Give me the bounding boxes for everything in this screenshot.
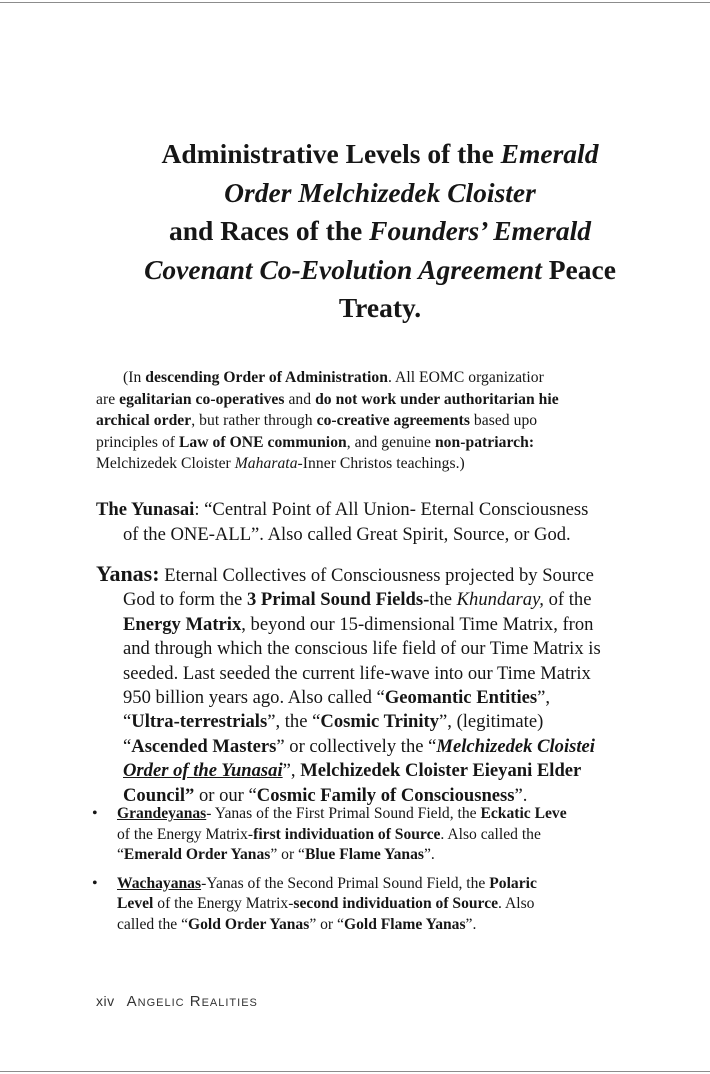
list-item: • Grandeyanas- Yanas of the First Primal Sound Field, the Eckatic Leve of the Energy Matrix-first individuation of Source. Also called the “Emerald Order Yanas” or “Blue Flame Yanas”.: [92, 805, 567, 863]
running-title: Angelic Realities: [126, 993, 258, 1010]
bullet-icon: •: [92, 805, 98, 822]
yanas-entry: Yanas: Eternal Collectives of Consciousness projected by Source God to form the 3 Primal Sound Fields-the Khundaray, of the Energy Matrix, beyond our 15-dimensional Time Matrix, fron and through which the conscious life field of our Time Matrix is seeded. Last seeded the current life-wave into our Time Matrix 950 billion years ago. Also called “Geomantic Entities”, “Ultra-terrestrials”, the “Cosmic Trinity”, (legitimate) “Ascended Masters” or collectively the “Melchizedek Cloistei Order of the Yunasai”, Melchizedek Cloister Eieyani Elder Council” or our “Cosmic Family of Consciousness”.: [96, 561, 601, 806]
yunasai-entry: The Yunasai: “Central Point of All Union- Eternal Consciousness of the ONE-ALL”. Also called Great Spirit, Source, or God.: [96, 499, 589, 545]
intro-paragraph: (In descending Order of Administration. All EOMC organizatior are egalitarian co-operatives and do not work under authoritarian hie archical order, but rather through co-creative agreements based upo principles of Law of ONE communion, and genuine non-patriarch: Melchizedek Cloister Maharata-Inner Christos teachings.): [96, 369, 559, 473]
page-title: Administrative Levels of the Emerald Order Melchizedek Cloister and Races of the Founders’ Emerald Covenant Co-Evolution Agreement Peace Treaty.: [144, 138, 616, 323]
yanas-bullet-list: [92, 804, 710, 943]
page-number: xiv: [96, 993, 115, 1009]
bullet-icon: •: [92, 874, 98, 892]
yanas-term: Yanas:: [96, 561, 160, 586]
yunasai-term: The Yunasai: [96, 499, 195, 520]
top-page-edge: [0, 2, 710, 3]
bottom-page-edge: [0, 1071, 710, 1072]
page-footer: [96, 993, 258, 1010]
list-item: • Wachayanas-Yanas of the Second Primal Sound Field, the Polaric Level of the Energy Matrix-second individuation of Source. Also called the “Gold Order Yanas” or “Gold Flame Yanas”.: [92, 874, 537, 933]
